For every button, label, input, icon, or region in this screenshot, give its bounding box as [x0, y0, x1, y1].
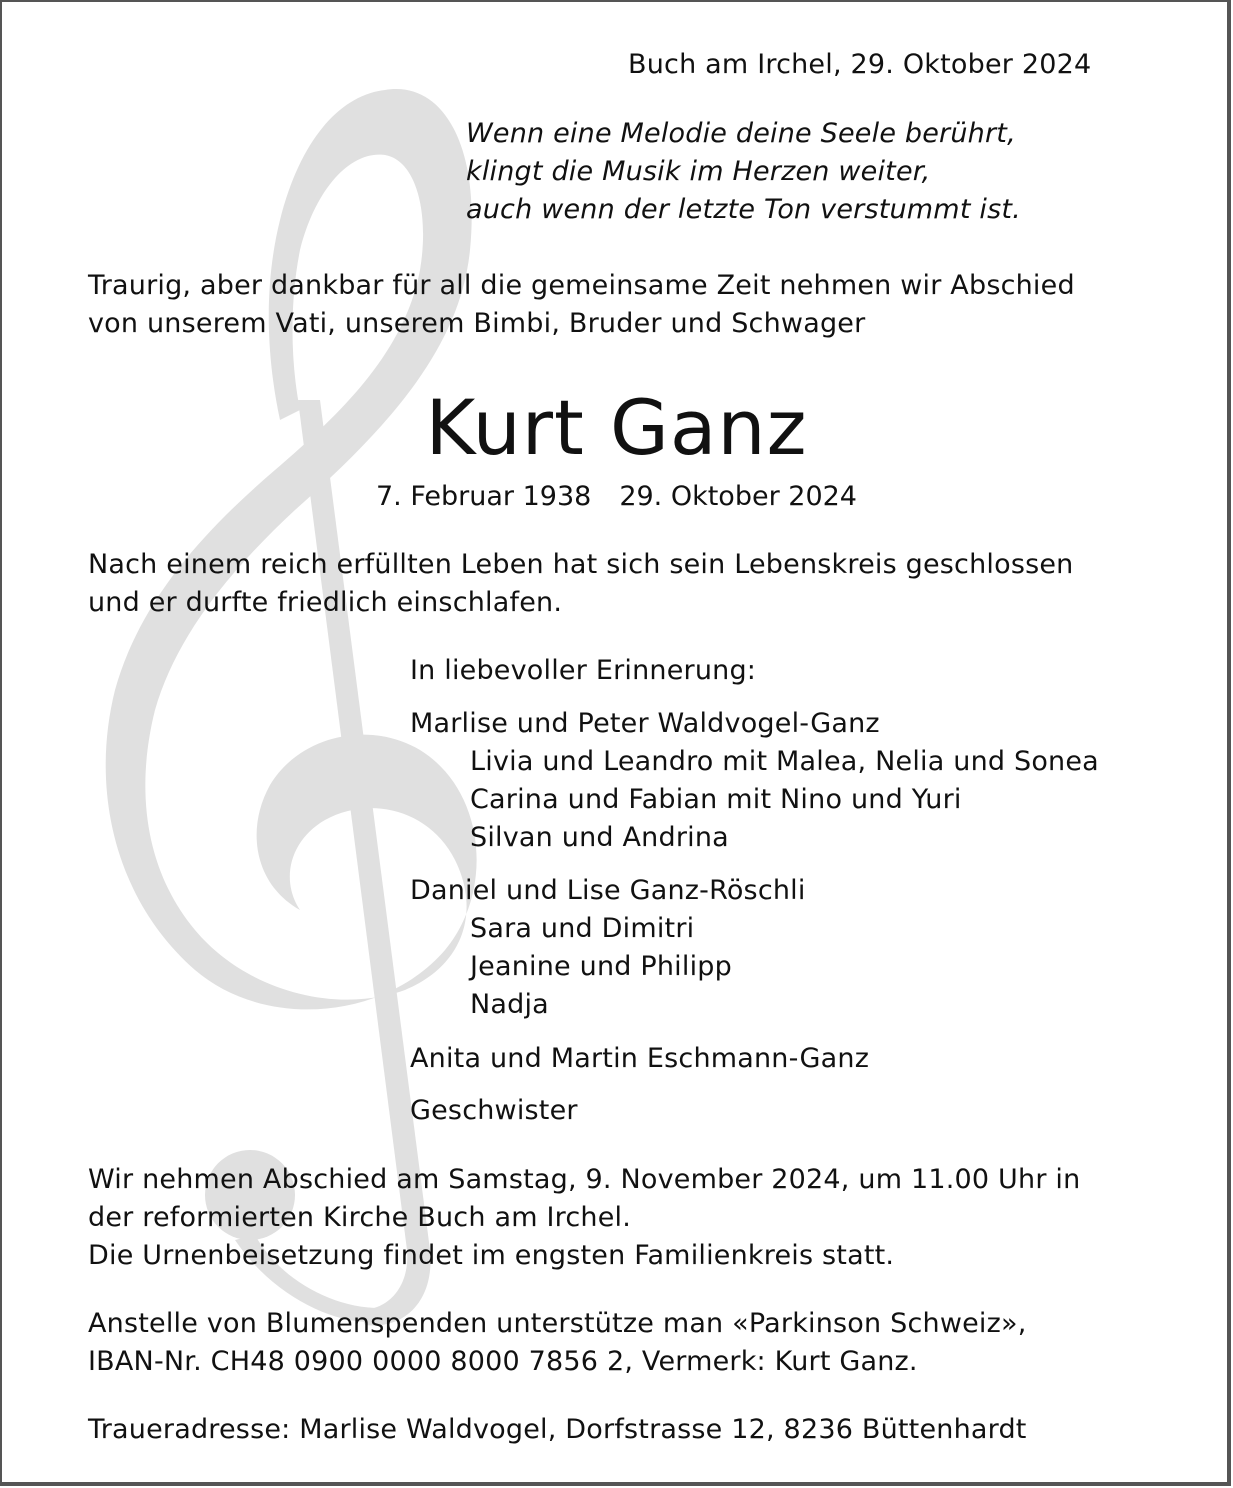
intro-line: von unserem Vati, unserem Bimbi, Bruder und Schwager: [88, 308, 866, 339]
deceased-name: Kurt Ganz: [425, 383, 808, 472]
intro-line: Traurig, aber dankbar für all die gemeinsame Zeit nehmen wir Abschied: [88, 270, 1075, 301]
life-dates: [0, 478, 1233, 516]
family-member: Jeanine und Philipp: [470, 951, 732, 982]
poem-line: klingt die Musik im Herzen weiter,: [466, 156, 931, 187]
family-head: Anita und Martin Eschmann-Ganz: [410, 1043, 870, 1074]
family-head: Marlise und Peter Waldvogel-Ganz: [410, 708, 880, 739]
donation-line: Anstelle von Blumenspenden unterstütze man «Parkinson Schweiz»,: [88, 1308, 1027, 1339]
ceremony-line: der reformierten Kirche Buch am Irchel.: [88, 1202, 632, 1233]
treble-clef-watermark: [85, 70, 485, 1330]
donation-line: IBAN-Nr. CH48 0900 0000 8000 7856 2, Vermerk: Kurt Ganz.: [88, 1346, 918, 1377]
mourners-heading: In liebevoller Erinnerung:: [410, 655, 757, 686]
family-member: Silvan und Andrina: [470, 822, 729, 853]
poem-line: Wenn eine Melodie deine Seele berührt,: [466, 118, 1016, 149]
mourning-address: Traueradresse: Marlise Waldvogel, Dorfstrasse 12, 8236 Büttenhardt: [88, 1414, 1027, 1445]
poem-line: auch wenn der letzte Ton verstummt ist.: [466, 194, 1021, 225]
ceremony-line: Wir nehmen Abschied am Samstag, 9. November 2024, um 11.00 Uhr in: [88, 1164, 1081, 1195]
family-member: Nadja: [470, 989, 549, 1020]
siblings: Geschwister: [410, 1095, 578, 1126]
place-date: Buch am Irchel, 29. Oktober 2024: [628, 49, 1092, 80]
death-date: 29. Oktober 2024: [619, 481, 857, 512]
life-line: Nach einem reich erfüllten Leben hat sich sein Lebenskreis geschlossen: [88, 549, 1074, 580]
family-member: Livia und Leandro mit Malea, Nelia und Sonea: [470, 746, 1099, 777]
family-member: Carina und Fabian mit Nino und Yuri: [470, 784, 962, 815]
life-line: und er durfte friedlich einschlafen.: [88, 587, 563, 618]
birth-date: 7. Februar 1938: [376, 481, 592, 512]
family-member: Sara und Dimitri: [470, 913, 695, 944]
family-head: Daniel und Lise Ganz-Röschli: [410, 875, 806, 906]
ceremony-line: Die Urnenbeisetzung findet im engsten Familienkreis statt.: [88, 1240, 895, 1271]
